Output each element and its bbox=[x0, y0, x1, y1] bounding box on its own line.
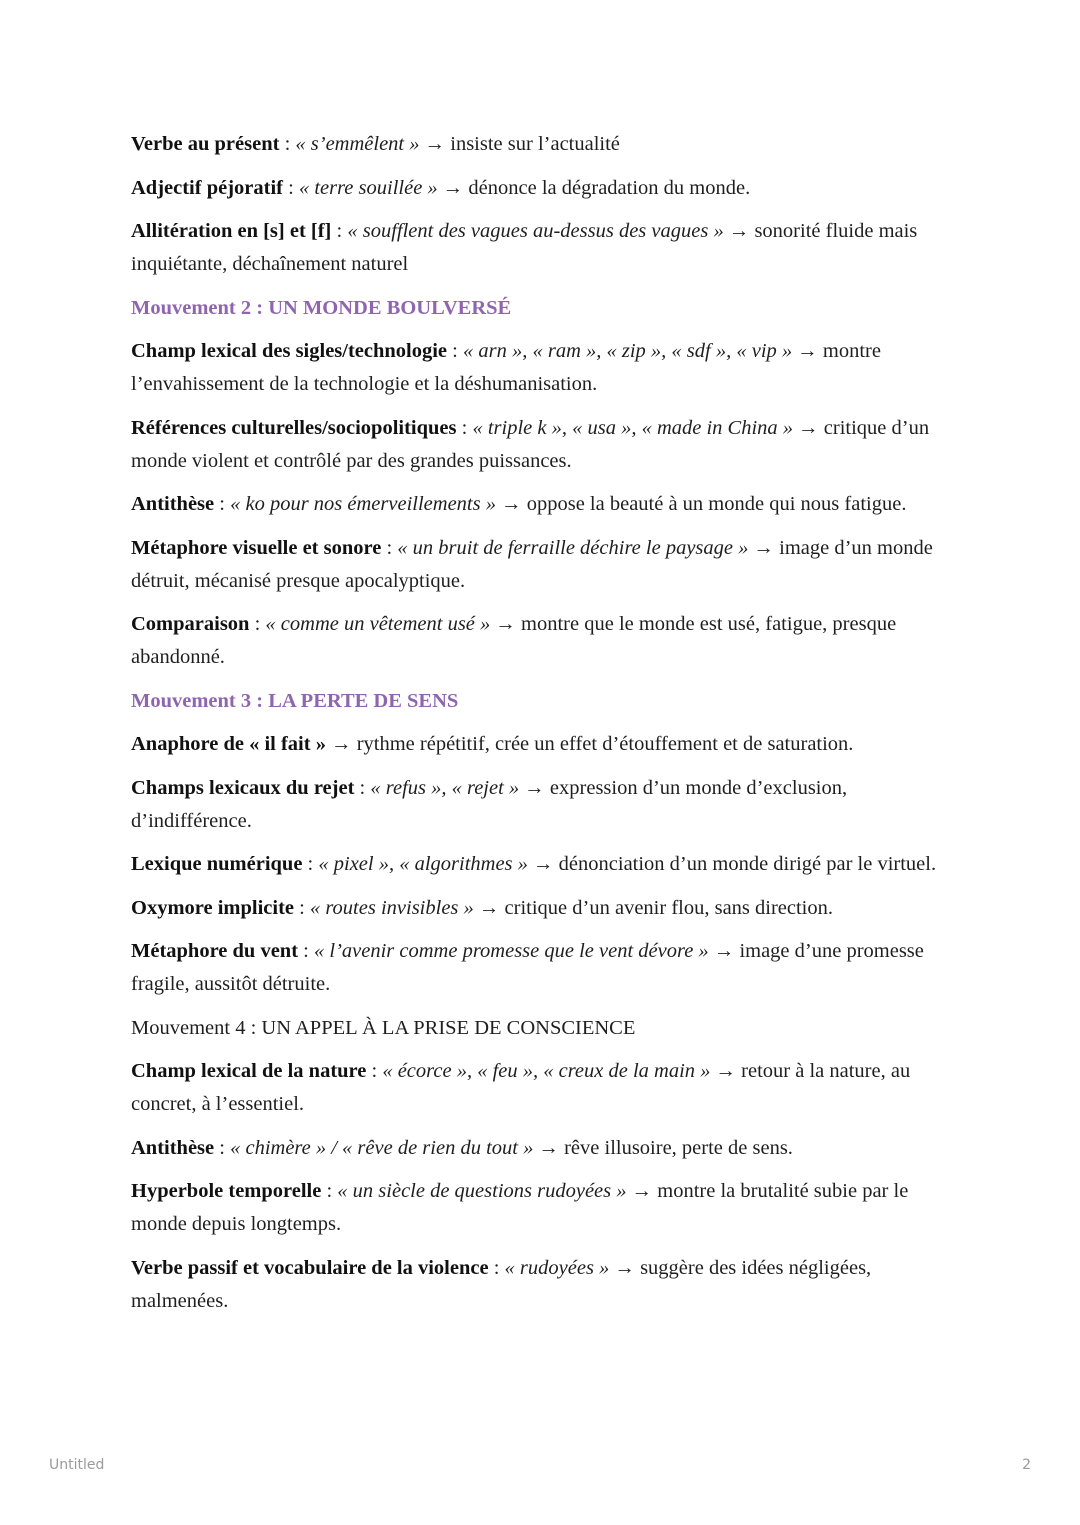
footer-page-number: 2 bbox=[1022, 1457, 1031, 1473]
entry-antithesis-2: Antithèse : « chimère » / « rêve de rien du tout » → rêve illusoire, perte de sens. bbox=[131, 1136, 793, 1159]
entry-cultural-references: Références culturelles/sociopolitiques : « triple k », « usa », « made in China » → critique d’un monde violent et contrôlé par des grandes puissances. bbox=[131, 416, 930, 472]
footer-document-title: Untitled bbox=[49, 1457, 105, 1473]
entry-antithesis-1: Antithèse : « ko pour nos émerveillements » → oppose la beauté à un monde qui nous fatigue. bbox=[131, 493, 907, 515]
entry-present-verb: Verbe au présent : « s’emmêlent » → insiste sur l’actualité bbox=[131, 133, 620, 155]
entry-temporal-hyperbole: Hyperbole temporelle : « un siècle de questions rudoyées » → montre la brutalité subie par le monde depuis longtemps. bbox=[131, 1180, 909, 1235]
entry-alliteration: Allitération en [s] et [f] : « soufflent des vagues au-dessus des vagues » → sonorité fluide mais inquiétante, déchaînement naturel bbox=[131, 220, 918, 275]
entry-rejection-lexicon: Champs lexicaux du rejet : « refus », « rejet » → expression d’un monde d’exclusion, d’indifférence. bbox=[131, 776, 848, 832]
entry-visual-metaphor: Métaphore visuelle et sonore : « un bruit de ferraille déchire le paysage » → image d’un monde détruit, mécanisé presque apocalyptique. bbox=[131, 536, 933, 592]
entry-digital-lexicon: Lexique numérique : « pixel », « algorithmes » → dénonciation d’un monde dirigé par le virtuel. bbox=[131, 853, 937, 875]
entry-wind-metaphor: Métaphore du vent : « l’avenir comme promesse que le vent dévore » → image d’une promesse fragile, aussitôt détruite. bbox=[131, 940, 924, 995]
entry-nature-lexicon: Champ lexical de la nature : « écorce », « feu », « creux de la main » → retour à la nature, au concret, à l’essentiel. bbox=[131, 1060, 911, 1115]
entry-oxymoron: Oxymore implicite : « routes invisibles » → critique d’un avenir flou, sans direction. bbox=[131, 896, 834, 919]
section-heading-movement-2: Mouvement 2 : UN MONDE BOULVERSÉ bbox=[131, 296, 512, 319]
entry-comparison: Comparaison : « comme un vêtement usé » → montre que le monde est usé, fatigue, presque abandonné. bbox=[131, 613, 897, 668]
section-heading-movement-3: Mouvement 3 : LA PERTE DE SENS bbox=[131, 689, 459, 712]
document-body bbox=[131, 128, 951, 1328]
entry-anaphora: Anaphore de « il fait » → rythme répétitif, crée un effet d’étouffement et de saturation. bbox=[131, 733, 854, 755]
section-heading-movement-4: Mouvement 4 : UN APPEL À LA PRISE DE CONSCIENCE bbox=[131, 1016, 636, 1039]
entry-passive-verb: Verbe passif et vocabulaire de la violence : « rudoyées » → suggère des idées négligées, malmenées. bbox=[131, 1256, 872, 1312]
entry-pejorative-adjective: Adjectif péjoratif : « terre souillée » → dénonce la dégradation du monde. bbox=[131, 176, 751, 199]
entry-technology-lexicon: Champ lexical des sigles/technologie : « arn », « ram », « zip », « sdf », « vip » → montre l’envahissement de la technologie et la déshumanisation. bbox=[131, 340, 881, 395]
